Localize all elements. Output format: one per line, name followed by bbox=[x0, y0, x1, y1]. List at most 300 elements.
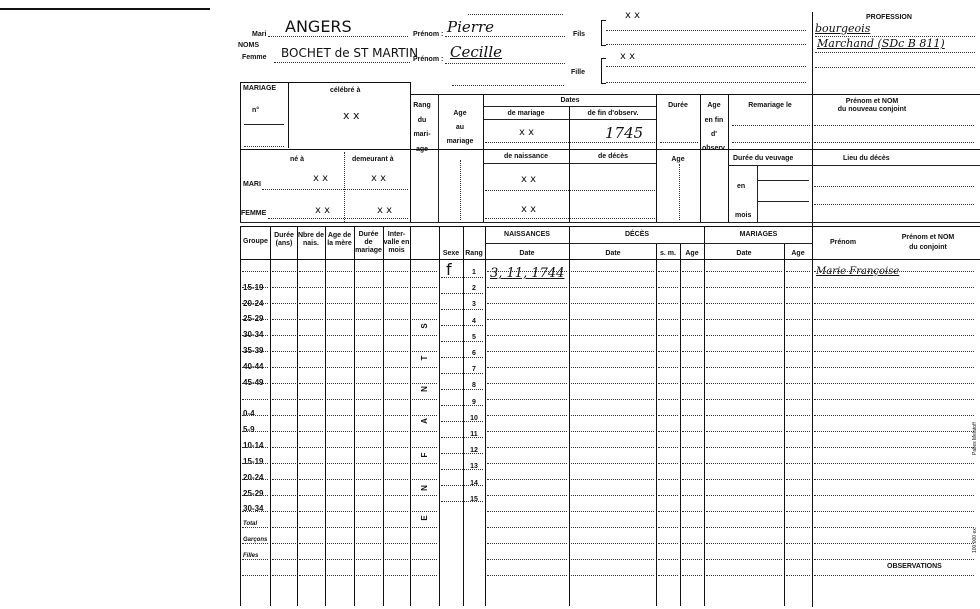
fils-line-1 bbox=[606, 30, 806, 31]
row-line bbox=[682, 271, 702, 272]
date-mariage-mark: x x bbox=[519, 127, 535, 138]
row-line bbox=[786, 383, 810, 384]
row-line bbox=[327, 271, 352, 272]
groupe-row-label: Total bbox=[243, 521, 258, 527]
enfants-letter: E bbox=[420, 515, 429, 521]
row-line bbox=[272, 559, 296, 560]
row-line bbox=[786, 335, 810, 336]
row-line bbox=[706, 559, 782, 560]
row-line bbox=[487, 495, 567, 496]
age-fin-3: observ. bbox=[702, 145, 727, 152]
row-line bbox=[299, 319, 323, 320]
row-line bbox=[412, 575, 437, 576]
row-line bbox=[412, 463, 437, 464]
row-line bbox=[814, 431, 974, 432]
row-line bbox=[327, 527, 352, 528]
groupe-row-label: 25-29 bbox=[243, 314, 264, 323]
row-line bbox=[385, 479, 408, 480]
naissance-row2-line bbox=[485, 218, 655, 219]
intervalle-0: Inter- bbox=[387, 231, 406, 238]
row-line bbox=[327, 383, 352, 384]
de-fin-label: de fin d'observ. bbox=[587, 110, 639, 117]
veuvage-row-line-2 bbox=[757, 201, 809, 202]
row-line bbox=[658, 543, 678, 544]
age-mere-1: la mère bbox=[327, 240, 352, 247]
row-line bbox=[814, 559, 974, 560]
row-line bbox=[412, 335, 437, 336]
row-line bbox=[814, 575, 974, 576]
row-line bbox=[658, 335, 678, 336]
row-line bbox=[786, 511, 810, 512]
groupe-row-line bbox=[242, 271, 268, 272]
date-fin-obs: 1745 bbox=[605, 124, 644, 142]
fille-label: Fille bbox=[571, 69, 586, 76]
row-line bbox=[487, 383, 567, 384]
mariage-label: MARIAGE bbox=[243, 85, 277, 92]
groupe-row-line bbox=[242, 319, 268, 320]
enfants-letter: F bbox=[420, 452, 429, 458]
no-line-2 bbox=[244, 146, 284, 147]
row-line bbox=[327, 351, 352, 352]
groupe-row-label: 15-19 bbox=[243, 283, 264, 292]
remariage-line-1 bbox=[732, 125, 810, 126]
prenom-label-lower: Prénom bbox=[830, 239, 857, 246]
row-line bbox=[682, 415, 702, 416]
sexe-row-line bbox=[441, 341, 483, 342]
upper-col-569 bbox=[569, 106, 570, 222]
row-line bbox=[658, 447, 678, 448]
rang-number: 2 bbox=[472, 285, 476, 293]
mari-row-label: MARI bbox=[243, 181, 261, 188]
row-line bbox=[571, 367, 654, 368]
lower-col-383 bbox=[383, 226, 384, 606]
row-line bbox=[706, 335, 782, 336]
row-line bbox=[299, 399, 323, 400]
mari-dem-mark: x x bbox=[371, 173, 387, 184]
mois-label: mois bbox=[735, 212, 752, 219]
row-line bbox=[682, 399, 702, 400]
rang-number: 8 bbox=[472, 382, 476, 390]
groupe-row-line bbox=[242, 511, 268, 512]
row-line bbox=[571, 479, 654, 480]
lower-col-656 bbox=[656, 243, 657, 606]
row-line bbox=[706, 479, 782, 480]
conjoint-lower-1: du conjoint bbox=[909, 244, 947, 251]
row-line bbox=[385, 495, 408, 496]
groupe-row-line bbox=[242, 415, 268, 416]
row-line bbox=[786, 415, 810, 416]
rang-label-0: Rang bbox=[413, 102, 431, 109]
mariage-date-label: Date bbox=[736, 250, 752, 257]
row-line bbox=[327, 575, 352, 576]
sexe-row-line bbox=[441, 357, 483, 358]
femme-prenom-line bbox=[445, 63, 565, 64]
row-line bbox=[356, 559, 381, 560]
upper-col-728 bbox=[728, 94, 729, 222]
row-line bbox=[272, 335, 296, 336]
row-line bbox=[658, 415, 678, 416]
rang-number: 5 bbox=[472, 333, 476, 341]
row-line bbox=[412, 559, 437, 560]
row-line bbox=[272, 399, 296, 400]
enfants-letter: N bbox=[420, 386, 429, 392]
lower-header-bottom bbox=[240, 259, 980, 260]
row-line bbox=[299, 527, 323, 528]
row-line bbox=[299, 415, 323, 416]
row-line bbox=[682, 335, 702, 336]
row-line bbox=[299, 287, 323, 288]
sexe-row-line bbox=[441, 293, 483, 294]
row-line bbox=[814, 511, 974, 512]
row-line bbox=[356, 511, 381, 512]
row-line bbox=[385, 303, 408, 304]
row-line bbox=[356, 367, 381, 368]
row-line bbox=[385, 559, 408, 560]
sexe-row-line bbox=[441, 277, 483, 278]
veuvage-row-line-1 bbox=[757, 180, 809, 181]
naissance-header-line bbox=[483, 163, 656, 164]
lower-col-297 bbox=[297, 226, 298, 606]
dates-label: Dates bbox=[560, 97, 580, 104]
mari-label: Mari bbox=[252, 31, 267, 38]
row-line bbox=[327, 431, 352, 432]
row-line bbox=[356, 319, 381, 320]
ne-label: né à bbox=[290, 156, 305, 163]
rang-number: 11 bbox=[470, 431, 478, 438]
duree-line bbox=[660, 142, 698, 143]
lower-col-410 bbox=[410, 226, 411, 606]
row-line bbox=[412, 543, 437, 544]
row-line bbox=[658, 575, 678, 576]
row-line bbox=[327, 447, 352, 448]
row-line bbox=[786, 351, 810, 352]
rang-label-1: du bbox=[417, 117, 427, 124]
row-line bbox=[299, 383, 323, 384]
row-line bbox=[814, 399, 974, 400]
naissances-label: NAISSANCES bbox=[504, 231, 550, 238]
row-line bbox=[272, 431, 296, 432]
profession-line-b bbox=[815, 52, 975, 53]
conjoint-lower-0: Prénom et NOM bbox=[901, 234, 955, 241]
row-line bbox=[272, 479, 296, 480]
groupe-row-label: 25-29 bbox=[243, 489, 264, 498]
femme-row-line bbox=[268, 218, 408, 219]
mariages-label: MARIAGES bbox=[739, 231, 778, 238]
duree-veuvage-label: Durée du veuvage bbox=[733, 155, 794, 162]
intervalle-2: mois bbox=[388, 247, 405, 254]
row-line bbox=[814, 479, 974, 480]
upper-col-483 bbox=[483, 94, 484, 222]
row-line bbox=[706, 543, 782, 544]
groupe-row-line bbox=[242, 527, 268, 528]
naissance-row1-line bbox=[485, 190, 655, 191]
fille-line-1 bbox=[606, 66, 806, 67]
lower-col-325 bbox=[325, 226, 326, 606]
fille-line-2 bbox=[606, 82, 806, 83]
groupe-row-line bbox=[242, 479, 268, 480]
upper-col-656 bbox=[656, 94, 657, 222]
groupe-row-label: 20-24 bbox=[243, 299, 264, 308]
mari-nom-line bbox=[268, 36, 408, 37]
row-line bbox=[412, 479, 437, 480]
age-fin-0: Age bbox=[707, 102, 721, 109]
row-line bbox=[706, 415, 782, 416]
fille-brace bbox=[601, 58, 606, 84]
row-line bbox=[356, 463, 381, 464]
lower-col-704 bbox=[704, 226, 705, 606]
celebre-label: célébré à bbox=[330, 87, 361, 94]
row-line bbox=[571, 319, 654, 320]
row-line bbox=[658, 463, 678, 464]
row-line bbox=[571, 527, 654, 528]
rang-number: 12 bbox=[470, 447, 478, 455]
prenom-nom-conjoint-1: du nouveau conjoint bbox=[837, 106, 907, 113]
print-run-side-text: 100.000 ex. bbox=[972, 526, 978, 553]
row-line bbox=[356, 383, 381, 384]
mari-nom: ANGERS bbox=[285, 17, 352, 36]
ne-dem-divider bbox=[344, 152, 345, 222]
lower-col-680 bbox=[680, 243, 681, 606]
row-line bbox=[327, 287, 352, 288]
row-line bbox=[299, 463, 323, 464]
row-line bbox=[385, 463, 408, 464]
lower-col-354 bbox=[354, 226, 355, 606]
rang-label-2: mari- bbox=[413, 131, 431, 138]
groupe-row-label: 35-39 bbox=[243, 346, 264, 355]
row-line bbox=[272, 319, 296, 320]
rang-number: 14 bbox=[470, 479, 478, 487]
upper-top-line-2 bbox=[410, 94, 980, 95]
row-line bbox=[786, 431, 810, 432]
row-line bbox=[487, 367, 567, 368]
row-line bbox=[385, 335, 408, 336]
age-fin-1: en fin bbox=[704, 117, 724, 124]
row-line bbox=[786, 271, 810, 272]
row-line bbox=[706, 367, 782, 368]
row-line bbox=[385, 447, 408, 448]
row-line bbox=[682, 351, 702, 352]
row-line bbox=[327, 463, 352, 464]
row-line bbox=[814, 495, 974, 496]
demeurant-label: demeurant à bbox=[352, 156, 394, 163]
row-line bbox=[571, 287, 654, 288]
row-line bbox=[412, 271, 437, 272]
row-line bbox=[327, 303, 352, 304]
row-line bbox=[682, 495, 702, 496]
groupe-row-line bbox=[242, 303, 268, 304]
row-line bbox=[682, 575, 702, 576]
row-line bbox=[682, 543, 702, 544]
celebre-bottom bbox=[240, 149, 410, 150]
row-line bbox=[658, 527, 678, 528]
intervalle-1: valle en bbox=[383, 239, 410, 246]
row-line bbox=[487, 319, 567, 320]
row-line bbox=[272, 495, 296, 496]
naissance-mark-2: x x bbox=[521, 204, 537, 215]
enfants-letter: N bbox=[420, 485, 429, 491]
row-line bbox=[658, 511, 678, 512]
groupe-row-line bbox=[242, 543, 268, 544]
upper-top-line bbox=[240, 82, 410, 83]
row-line bbox=[272, 351, 296, 352]
row-line bbox=[786, 479, 810, 480]
row-line bbox=[786, 367, 810, 368]
row-line bbox=[706, 351, 782, 352]
lower-col-784 bbox=[784, 243, 785, 606]
upper-mid-line bbox=[410, 149, 980, 150]
de-naissance-label: de naissance bbox=[504, 153, 548, 160]
row-line bbox=[706, 319, 782, 320]
duree-mariage-2: mariage bbox=[355, 247, 382, 254]
rang-number: 3 bbox=[472, 301, 476, 309]
prenom-nom-conjoint-0: Prénom et NOM bbox=[845, 98, 899, 105]
profession-line-c bbox=[815, 67, 975, 68]
lower-col-569 bbox=[569, 226, 570, 606]
row-line bbox=[385, 367, 408, 368]
prenom-label-femme: Prénom : bbox=[413, 56, 444, 63]
row-line bbox=[385, 431, 408, 432]
row-line bbox=[327, 335, 352, 336]
row-line bbox=[487, 415, 567, 416]
deces-age-label: Age bbox=[685, 250, 699, 257]
row-line bbox=[299, 271, 323, 272]
mari-row-line bbox=[262, 189, 408, 190]
row-line bbox=[299, 543, 323, 544]
row-line bbox=[786, 527, 810, 528]
row-line bbox=[682, 527, 702, 528]
child1-prenom: Marie Françoise bbox=[816, 266, 900, 277]
rang-number: 4 bbox=[472, 317, 476, 325]
row-line bbox=[412, 431, 437, 432]
row-line bbox=[682, 463, 702, 464]
celebre-mark: x x bbox=[343, 109, 360, 122]
row-line bbox=[412, 495, 437, 496]
row-line bbox=[682, 319, 702, 320]
fils-label: Fils bbox=[573, 31, 586, 38]
groupe-row-label: 30-34 bbox=[243, 504, 264, 513]
age-mariage-1: au bbox=[455, 124, 465, 131]
row-line bbox=[356, 303, 381, 304]
row-line bbox=[682, 287, 702, 288]
row-line bbox=[385, 351, 408, 352]
femme-label: Femme bbox=[242, 54, 267, 61]
rang-number: 7 bbox=[472, 366, 476, 374]
en-label: en bbox=[737, 183, 746, 190]
row-line bbox=[412, 287, 437, 288]
row-line bbox=[356, 415, 381, 416]
row-line bbox=[571, 351, 654, 352]
rang-number: 10 bbox=[470, 414, 478, 422]
femme-nom: BOCHET de ST MARTIN bbox=[281, 46, 419, 60]
row-line bbox=[385, 511, 408, 512]
veuvage-inner-col bbox=[757, 165, 758, 222]
femme-nom-line bbox=[274, 62, 410, 63]
fille-mark: x x bbox=[620, 51, 636, 62]
enfants-letter: S bbox=[420, 323, 429, 329]
enfants-letter: A bbox=[420, 418, 429, 424]
row-line bbox=[487, 399, 567, 400]
sm-label: s. m. bbox=[660, 250, 676, 257]
groupe-label: Groupe bbox=[243, 238, 268, 245]
row-line bbox=[658, 383, 678, 384]
no-box-right bbox=[288, 82, 289, 148]
groupe-row-line bbox=[242, 367, 268, 368]
groupe-row-label: Garçons bbox=[243, 537, 268, 543]
row-line bbox=[814, 367, 974, 368]
row-line bbox=[356, 543, 381, 544]
row-line bbox=[814, 287, 974, 288]
duree-ans-0: Durée bbox=[274, 232, 294, 239]
conjoint-line-1 bbox=[814, 125, 974, 126]
remariage-label: Remariage le bbox=[748, 102, 792, 109]
row-line bbox=[487, 559, 567, 560]
row-line bbox=[385, 399, 408, 400]
row-line bbox=[658, 431, 678, 432]
row-line bbox=[299, 575, 323, 576]
row-line bbox=[272, 271, 296, 272]
row-line bbox=[487, 351, 567, 352]
row-line bbox=[571, 399, 654, 400]
row-line bbox=[706, 447, 782, 448]
mariage-age-label: Age bbox=[791, 250, 805, 257]
row-line bbox=[571, 511, 654, 512]
row-line bbox=[658, 287, 678, 288]
row-line bbox=[786, 319, 810, 320]
mari-prenom: Pierre bbox=[447, 18, 494, 36]
row-line bbox=[571, 271, 654, 272]
row-line bbox=[385, 287, 408, 288]
row-line bbox=[356, 575, 381, 576]
row-line bbox=[327, 511, 352, 512]
row-line bbox=[706, 575, 782, 576]
duree-label: Durée bbox=[668, 102, 688, 109]
row-line bbox=[814, 463, 974, 464]
row-line bbox=[327, 415, 352, 416]
row-line bbox=[299, 367, 323, 368]
row-line bbox=[487, 575, 567, 576]
row-line bbox=[571, 415, 654, 416]
profession-divider bbox=[812, 12, 813, 607]
row-line bbox=[658, 303, 678, 304]
groupe-row-label: 0-4 bbox=[243, 409, 255, 418]
row-line bbox=[327, 559, 352, 560]
row-line bbox=[786, 303, 810, 304]
age-mariage-0: Age bbox=[453, 110, 467, 117]
no-line-1 bbox=[244, 124, 284, 125]
age-mariage-dot bbox=[460, 160, 461, 220]
sexe-row-line bbox=[441, 309, 483, 310]
row-line bbox=[385, 271, 408, 272]
mari-prenom-line bbox=[445, 36, 565, 37]
mari-ne-mark: x x bbox=[313, 173, 329, 184]
sexe-label: Sexe bbox=[442, 250, 460, 257]
upper-left-border bbox=[240, 82, 241, 222]
row-line bbox=[682, 431, 702, 432]
groupe-row-line bbox=[242, 575, 268, 576]
age-mere-0: Age de bbox=[327, 232, 352, 239]
row-line bbox=[272, 511, 296, 512]
publisher-side-text: Palles Melatoff bbox=[972, 422, 978, 455]
lower-col-485 bbox=[485, 226, 486, 606]
row-line bbox=[299, 511, 323, 512]
row-line bbox=[682, 559, 702, 560]
row-line bbox=[299, 431, 323, 432]
row-line bbox=[385, 575, 408, 576]
row-line bbox=[814, 335, 974, 336]
groupe-row-label: 15-19 bbox=[243, 457, 264, 466]
noms-label: NOMS bbox=[238, 42, 259, 49]
row-line bbox=[327, 495, 352, 496]
